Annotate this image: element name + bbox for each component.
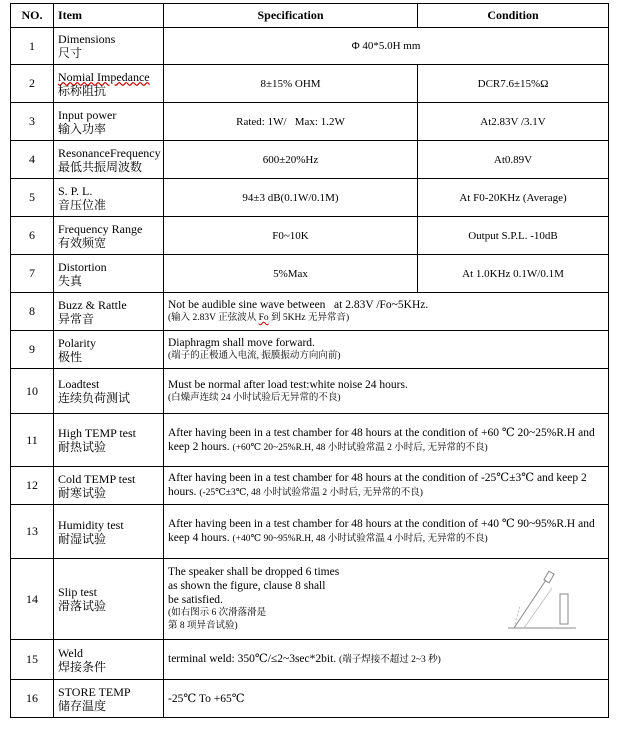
row-number: 14 [11, 559, 54, 640]
item-cn: 尺寸 [58, 46, 83, 60]
spec-line: as shown the figure, clause 8 shall [168, 580, 326, 592]
specification-value: 600±20%Hz [164, 141, 418, 179]
spec-note-text [168, 312, 604, 325]
item-cell [54, 331, 164, 369]
specification-value: F0~10K [164, 217, 418, 255]
item-en: Buzz & Rattle [58, 297, 127, 312]
table-row [11, 28, 609, 65]
item-en: High TEMP test [58, 426, 137, 440]
row-number: 1 [11, 28, 54, 65]
item-en: Dimensions [58, 32, 116, 46]
table-row [11, 179, 609, 217]
item-cell [54, 369, 164, 414]
condition-value: Output S.P.L. -10dB [418, 217, 609, 255]
row-number: 8 [11, 293, 54, 331]
item-cn: 异常音 [58, 311, 95, 326]
specification-text [164, 414, 609, 467]
table-row [11, 331, 609, 369]
item-cell [54, 293, 164, 331]
table-row [11, 680, 609, 718]
item-cell [54, 141, 164, 179]
row-number: 2 [11, 65, 54, 103]
item-cn: 耐寒试验 [58, 485, 107, 500]
row-number: 12 [11, 467, 54, 505]
specification-table [10, 3, 609, 718]
item-cell [54, 680, 164, 718]
row-number: 4 [11, 141, 54, 179]
table-row [11, 217, 609, 255]
specification-value: 8±15% OHM [164, 65, 418, 103]
table-row [11, 559, 609, 640]
note-part: Fo [258, 313, 269, 323]
item-cell [54, 414, 164, 467]
item-cell [54, 65, 164, 103]
item-en: Nomial Impedance [58, 69, 150, 84]
specification-text [164, 505, 609, 559]
item-en: Weld [58, 645, 84, 660]
specification-text [164, 640, 609, 680]
item-cell [54, 467, 164, 505]
specification-text [164, 680, 609, 718]
item-cell [54, 505, 164, 559]
item-cn: 耐热试验 [58, 440, 107, 454]
item-en: Frequency Range [58, 221, 143, 236]
condition-value: At2.83V /3.1V [418, 103, 609, 141]
spec-line: The speaker shall be dropped 6 times [168, 566, 340, 578]
item-cell [54, 217, 164, 255]
item-cell [54, 179, 164, 217]
spec-note-text: 第 8 项异音试验) [168, 621, 238, 631]
spec-main-text: -25℃ To +65℃ [168, 692, 245, 705]
specification-text [164, 293, 609, 331]
note-part: (输入 2.83V 正弦波从 [168, 313, 259, 323]
spec-note-text: (白燥声连续 24 小时试验后无异常的不良) [168, 392, 341, 403]
table-row [11, 255, 609, 293]
condition-value: At F0-20KHz (Average) [418, 179, 609, 217]
header-specification: Specification [164, 4, 418, 28]
item-en: Loadtest [58, 377, 100, 391]
spec-note-text: (端子的正极通入电流, 振膜振动方向向前) [168, 351, 341, 361]
item-cell [54, 559, 164, 640]
item-cn: 音压位准 [58, 197, 107, 212]
item-cn: 输入功率 [58, 121, 107, 136]
spec-main-text: Must be normal after load test:white noise 24 hours. [168, 378, 408, 391]
header-no: NO. [11, 4, 54, 28]
item-en: Slip test [58, 585, 98, 599]
item-cn: 极性 [58, 349, 83, 364]
item-cn: 最低共振周波数 [58, 159, 143, 174]
note-part: 到 5KHz 无异常音) [268, 313, 350, 323]
row-number: 16 [11, 680, 54, 718]
header-item: Item [54, 4, 164, 28]
spec-line: be satisfied. [168, 594, 223, 606]
row-number: 11 [11, 414, 54, 467]
item-cn: 有效频宽 [58, 235, 107, 250]
specification-value: Φ 40*5.0H mm [164, 28, 609, 65]
spec-note-text: (+60℃ 20~25%R.H, 48 小时试验常温 2 小时后, 无异常的不良) [232, 442, 488, 453]
row-number: 3 [11, 103, 54, 141]
table-row [11, 467, 609, 505]
spec-note-text: (如右图示 6 次滑落滑是 [168, 608, 267, 618]
spec-main-text: After having been in a test chamber for 48 hours at the condition of -25℃±3℃ and keep 2 hours. [168, 472, 587, 498]
item-en: Polarity [58, 335, 96, 350]
condition-value: At 1.0KHz 0.1W/0.1M [418, 255, 609, 293]
row-number: 7 [11, 255, 54, 293]
specification-text [164, 369, 609, 414]
table-row [11, 369, 609, 414]
header-row [11, 4, 609, 28]
spec-main-text: terminal weld: 350℃/≤2~3sec*2bit. [168, 653, 337, 665]
table-row [11, 103, 609, 141]
table-row [11, 293, 609, 331]
spec-note-text: (+40℃ 90~95%R.H, 48 小时试验常温 4 小时后, 无异常的不良) [232, 534, 488, 544]
item-en: Cold TEMP test [58, 471, 136, 486]
condition-value: DCR7.6±15%Ω [418, 65, 609, 103]
item-cell [54, 255, 164, 293]
spec-main-text: Diaphragm shall move forward. [168, 337, 315, 349]
specification-value: Rated: 1W/ Max: 1.2W [164, 103, 418, 141]
row-number: 5 [11, 179, 54, 217]
item-cell [54, 640, 164, 680]
item-en: STORE TEMP [58, 684, 131, 699]
table-row [11, 414, 609, 467]
item-cn: 失真 [58, 273, 83, 288]
table-row [11, 141, 609, 179]
specification-value: 5%Max [164, 255, 418, 293]
row-number: 13 [11, 505, 54, 559]
row-number: 6 [11, 217, 54, 255]
item-en: Distortion [58, 259, 107, 274]
item-cn: 耐湿试验 [58, 531, 107, 546]
item-en: S. P. L. [58, 183, 93, 198]
slip-test-figure [500, 566, 580, 632]
item-cell [54, 103, 164, 141]
specification-text [164, 559, 609, 640]
item-cn: 连续负荷测试 [58, 391, 131, 405]
specification-text [164, 467, 609, 505]
slip-test-content [168, 565, 604, 633]
specification-text [164, 331, 609, 369]
table-row [11, 65, 609, 103]
item-en: Humidity test [58, 517, 124, 532]
specification-value: 94±3 dB(0.1W/0.1M) [164, 179, 418, 217]
item-cn: 焊接条件 [58, 659, 107, 674]
slip-test-text [168, 565, 408, 633]
condition-value: At0.89V [418, 141, 609, 179]
table-row [11, 505, 609, 559]
spec-main-text: After having been in a test chamber for 48 hours at the condition of +60 ℃ 20~25%R.H and keep 2 hours. [168, 426, 595, 453]
row-number: 15 [11, 640, 54, 680]
item-cn: 滑落试验 [58, 599, 107, 613]
spec-note-text: (端子焊接不超过 2~3 秒) [339, 655, 441, 665]
spec-main-text: Not be audible sine wave between at 2.83V /Fo~5KHz. [168, 299, 429, 311]
spec-note-text: (-25℃±3℃, 48 小时试验常温 2 小时后, 无异常的不良) [199, 488, 423, 498]
header-condition: Condition [418, 4, 609, 28]
item-en: ResonanceFrequency [58, 145, 161, 160]
item-cn: 储存温度 [58, 698, 107, 713]
row-number: 10 [11, 369, 54, 414]
table-row [11, 640, 609, 680]
item-cell [54, 28, 164, 65]
item-en: Input power [58, 107, 117, 122]
row-number: 9 [11, 331, 54, 369]
spec-main-text: After having been in a test chamber for 48 hours at the condition of +40 ℃ 90~95%R.H and keep 4 hours. [168, 518, 595, 544]
item-cn: 标称阻抗 [58, 83, 107, 98]
